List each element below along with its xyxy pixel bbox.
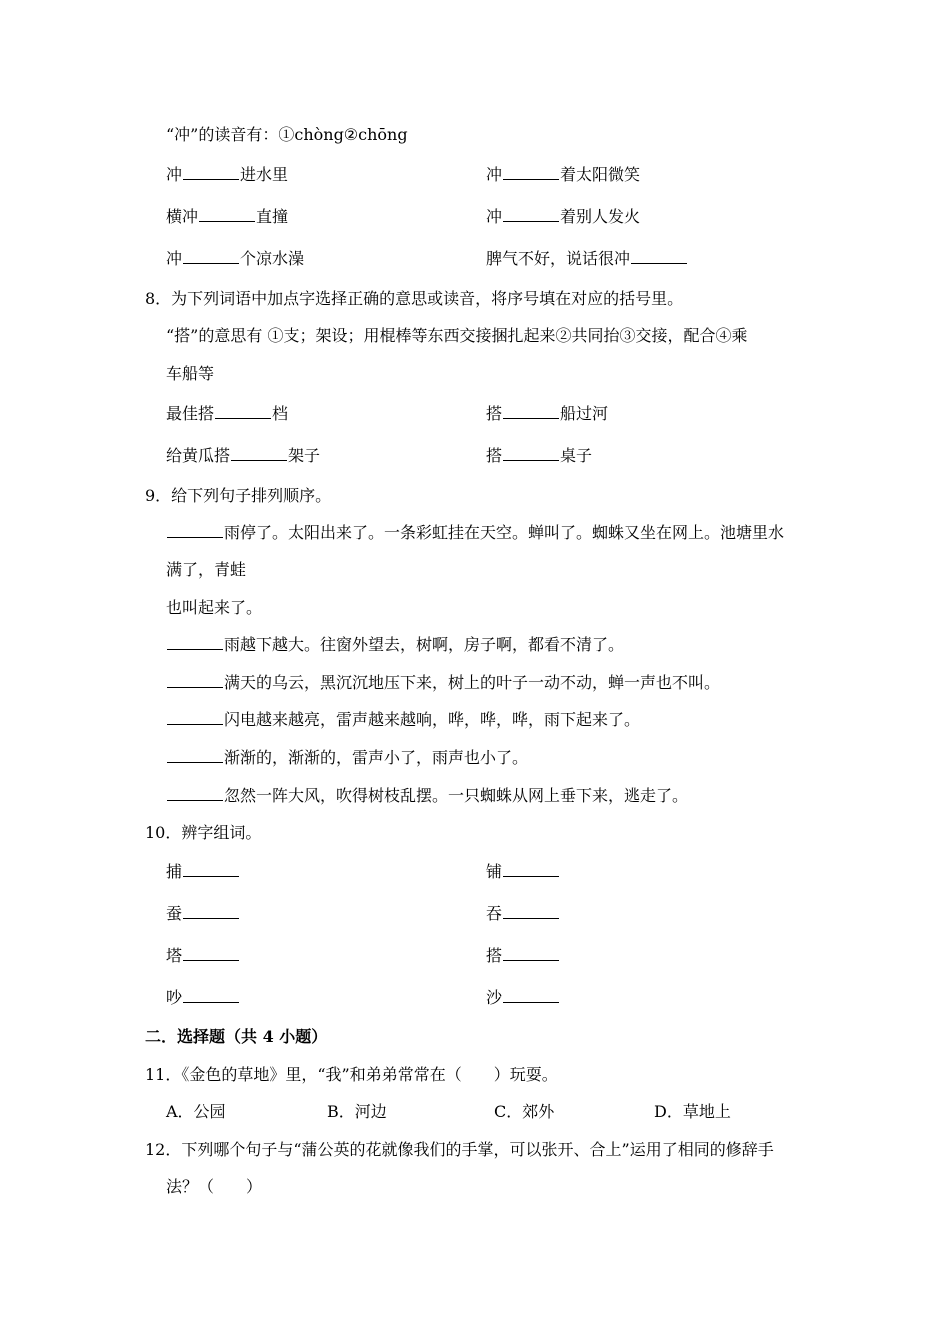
char: 铺	[486, 862, 503, 881]
item-prefix: 冲	[166, 165, 183, 184]
answer-blank[interactable]	[167, 786, 223, 801]
item-suffix: 船过河	[560, 404, 609, 423]
answer-blank[interactable]	[503, 946, 559, 961]
q8-item-1	[166, 404, 288, 424]
answer-blank[interactable]	[183, 165, 239, 180]
q11-option-c[interactable]: C．郊外	[494, 1102, 555, 1121]
q12-title-line2: 法？（ ）	[166, 1177, 263, 1196]
sentence-text: 闪电越来越亮，雷声越来越响，哗，哗，哗，雨下起来了。	[224, 710, 641, 729]
char: 捕	[166, 862, 183, 881]
q9-sentence-3	[166, 673, 720, 693]
item-prefix: 横冲	[166, 207, 199, 226]
answer-blank[interactable]	[503, 207, 559, 222]
answer-blank[interactable]	[183, 904, 239, 919]
answer-blank[interactable]	[503, 165, 559, 180]
q8-title: 8．为下列词语中加点字选择正确的意思或读音，将序号填在对应的括号里。	[145, 289, 684, 308]
answer-blank[interactable]	[183, 249, 239, 264]
char: 吞	[486, 904, 503, 923]
answer-blank[interactable]	[167, 748, 223, 763]
q11-title: 11．《金色的草地》里，“我”和弟弟常常在（ ）玩耍。	[145, 1065, 558, 1084]
char: 蚕	[166, 904, 183, 923]
item-prefix: 搭	[486, 446, 503, 465]
q8-item-2	[486, 404, 608, 424]
item-suffix: 桌子	[560, 446, 593, 465]
q10-item-6	[486, 946, 560, 966]
sentence-text: 满天的乌云，黑沉沉地压下来，树上的叶子一动不动，蝉一声也不叫。	[224, 673, 721, 692]
item-suffix: 直撞	[256, 207, 289, 226]
q8-item-3	[166, 446, 320, 466]
answer-blank[interactable]	[503, 404, 559, 419]
answer-blank[interactable]	[167, 673, 223, 688]
item-suffix: 进水里	[240, 165, 289, 184]
section-2-heading: 二．选择题（共 4 小题）	[145, 1027, 328, 1046]
answer-blank[interactable]	[503, 904, 559, 919]
q12-title-line1: 12．下列哪个句子与“蒲公英的花就像我们的手掌，可以张开、合上”运用了相同的修辞手	[145, 1140, 774, 1159]
answer-blank[interactable]	[167, 710, 223, 725]
answer-blank[interactable]	[503, 862, 559, 877]
q9-sentence-1-cont: 满了，青蛙	[166, 560, 247, 579]
q7-item-5	[166, 249, 304, 269]
q7-item-2	[486, 165, 640, 185]
q9-sentence-4	[166, 710, 640, 730]
sentence-text: 雨越下越大。往窗外望去，树啊，房子啊，都看不清了。	[224, 635, 625, 654]
answer-blank[interactable]	[167, 635, 223, 650]
answer-blank[interactable]	[503, 988, 559, 1003]
answer-blank[interactable]	[183, 946, 239, 961]
q10-title: 10．辨字组词。	[145, 823, 262, 842]
answer-blank[interactable]	[231, 446, 287, 461]
char: 搭	[486, 946, 503, 965]
answer-blank[interactable]	[503, 446, 559, 461]
q7-reading: “冲”的读音有：①chòng②chōng	[166, 125, 408, 144]
answer-blank[interactable]	[199, 207, 255, 222]
answer-blank[interactable]	[183, 862, 239, 877]
sentence-text: 渐渐的，渐渐的，雷声小了，雨声也小了。	[224, 748, 529, 767]
q8-item-4	[486, 446, 592, 466]
q7-item-4	[486, 207, 640, 227]
item-prefix: 冲	[486, 207, 503, 226]
q10-item-3	[166, 904, 240, 924]
q8-meaning-line1: “搭”的意思有 ①支；架设；用棍棒等东西交接捆扎起来②共同抬③交接，配合④乘	[166, 326, 748, 345]
q7-item-1	[166, 165, 288, 185]
answer-blank[interactable]	[183, 988, 239, 1003]
answer-blank[interactable]	[167, 523, 223, 538]
q9-sentence-6	[166, 786, 688, 806]
q10-item-8	[486, 988, 560, 1008]
item-suffix: 个凉水澡	[240, 249, 305, 268]
item-suffix: 着太阳微笑	[560, 165, 641, 184]
q9-sentence-2	[166, 635, 624, 655]
sentence-text: 忽然一阵大风，吹得树枝乱摆。一只蜘蛛从网上垂下来，逃走了。	[224, 786, 689, 805]
q10-item-4	[486, 904, 560, 924]
item-prefix: 给黄瓜搭	[166, 446, 231, 465]
char: 沙	[486, 988, 503, 1007]
item-prefix: 最佳搭	[166, 404, 215, 423]
q7-item-3	[166, 207, 288, 227]
q7-item-6	[486, 249, 688, 269]
char: 塔	[166, 946, 183, 965]
item-prefix: 脾气不好，说话很冲	[486, 249, 631, 268]
q9-sentence-1	[166, 523, 784, 543]
item-suffix: 档	[272, 404, 289, 423]
item-prefix: 冲	[486, 165, 503, 184]
q10-item-2	[486, 862, 560, 882]
q9-sentence-5	[166, 748, 528, 768]
q10-item-1	[166, 862, 240, 882]
q10-item-5	[166, 946, 240, 966]
q11-option-d[interactable]: D．草地上	[654, 1102, 731, 1121]
q11-option-b[interactable]: B．河边	[327, 1102, 387, 1121]
answer-blank[interactable]	[631, 249, 687, 264]
q9-sentence-1-cont2: 也叫起来了。	[166, 598, 263, 617]
answer-blank[interactable]	[215, 404, 271, 419]
sentence-text: 雨停了。太阳出来了。一条彩虹挂在天空。蝉叫了。蜘蛛又坐在网上。池塘里水	[224, 523, 785, 542]
q11-option-a[interactable]: A．公园	[166, 1102, 226, 1121]
q10-item-7	[166, 988, 240, 1008]
item-suffix: 着别人发火	[560, 207, 641, 226]
char: 吵	[166, 988, 183, 1007]
q9-title: 9．给下列句子排列顺序。	[145, 486, 332, 505]
item-prefix: 搭	[486, 404, 503, 423]
q8-meaning-line2: 车船等	[166, 364, 215, 383]
item-suffix: 架子	[288, 446, 321, 465]
item-prefix: 冲	[166, 249, 183, 268]
